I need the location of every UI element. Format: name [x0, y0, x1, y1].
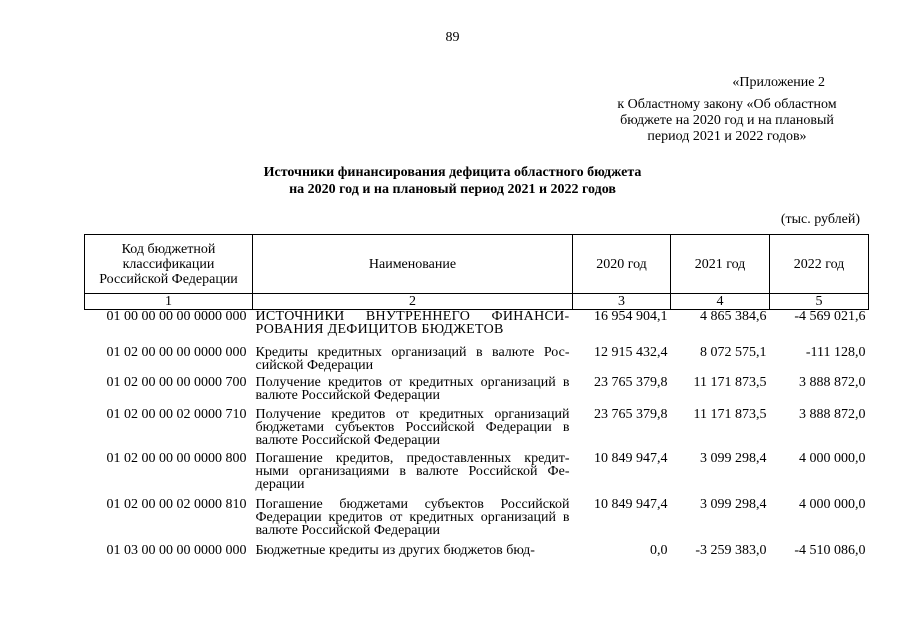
row-value-2021: -3 259 383,0	[695, 542, 767, 558]
row-code: 01 02 00 00 02 0000 810	[106, 496, 247, 512]
column-number: 1	[85, 294, 253, 310]
appendix-reference: к Областному закону «Об областном бюджете на 2020 год и на плановый период 2021 и 2022 годов»	[617, 97, 837, 144]
row-code: 01 02 00 00 00 0000 000	[106, 344, 247, 360]
row-value-2020: 10 849 947,4	[594, 496, 668, 512]
row-code: 01 00 00 00 00 0000 000	[106, 309, 247, 324]
header-name: Наименование	[253, 235, 573, 294]
title-line-2: на 2020 год и на плановый период 2021 и 2022 годов	[289, 182, 616, 197]
row-value-2020: 12 915 432,4	[594, 344, 668, 360]
row-value-2021: 4 865 384,6	[700, 309, 767, 324]
column-number-row	[85, 294, 869, 310]
row-code: 01 02 00 00 00 0000 700	[106, 374, 247, 390]
row-value-2020: 23 765 379,8	[594, 374, 668, 390]
row-value-2022: 3 888 872,0	[799, 374, 866, 390]
row-value-2022: -4 510 086,0	[794, 542, 866, 558]
row-value-2020: 23 765 379,8	[594, 406, 668, 422]
header-2020: 2020 год	[573, 235, 671, 294]
units-label: (тыс. рублей)	[780, 212, 860, 227]
row-name: Получение кредитов от кредитных организаций в валюте Российской Федерации	[255, 374, 570, 403]
row-code: 01 02 00 00 00 0000 800	[106, 450, 247, 466]
page-number: 89	[445, 30, 460, 45]
row-value-2021: 3 099 298,4	[700, 496, 767, 512]
table-row	[85, 376, 869, 408]
row-value-2022: -111 128,0	[805, 344, 866, 360]
row-value-2021: 3 099 298,4	[700, 450, 767, 466]
table-row	[85, 544, 869, 560]
table-row	[85, 346, 869, 376]
row-name: Кредиты кредитных организаций в валюте Рос-сийской Федерации	[255, 344, 570, 373]
row-name: ИСТОЧНИКИ ВНУТРЕННЕГО ФИНАНСИ-РОВАНИЯ ДЕФИЦИТОВ БЮДЖЕТОВ	[255, 309, 570, 337]
row-code: 01 02 00 00 02 0000 710	[106, 406, 247, 422]
header-2022: 2022 год	[770, 235, 869, 294]
table-header-row	[85, 235, 869, 294]
row-value-2022: 3 888 872,0	[799, 406, 866, 422]
table-row	[85, 408, 869, 452]
row-name: Погашение кредитов, предоставленных кредит-ными организациями в валюте Российской Фе-дерации	[255, 450, 570, 492]
column-number: 3	[573, 294, 671, 310]
row-value-2021: 11 171 873,5	[693, 374, 767, 390]
column-number: 4	[671, 294, 770, 310]
row-value-2022: 4 000 000,0	[799, 450, 866, 466]
table-row	[85, 498, 869, 544]
column-number: 2	[253, 294, 573, 310]
row-value-2022: 4 000 000,0	[799, 496, 866, 512]
header-code: Код бюджетной классификации Российской Федерации	[85, 235, 253, 294]
column-number: 5	[770, 294, 869, 310]
row-name: Бюджетные кредиты из других бюджетов бюд-	[255, 542, 535, 558]
title-line-1: Источники финансирования дефицита областного бюджета	[263, 165, 642, 180]
row-name: Получение кредитов от кредитных организаций бюджетами субъектов Российской Федерации в валюте Российской Федерации	[255, 406, 570, 448]
row-value-2021: 11 171 873,5	[693, 406, 767, 422]
row-value-2021: 8 072 575,1	[700, 344, 767, 360]
appendix-label: «Приложение 2	[732, 75, 825, 90]
header-2021: 2021 год	[671, 235, 770, 294]
row-value-2020: 0,0	[650, 542, 668, 558]
table-row	[85, 452, 869, 498]
table-row	[85, 310, 869, 346]
row-value-2020: 16 954 904,1	[594, 309, 668, 324]
row-code: 01 03 00 00 00 0000 000	[106, 542, 247, 558]
document-title	[0, 164, 905, 198]
row-value-2022: -4 569 021,6	[794, 309, 866, 324]
row-value-2020: 10 849 947,4	[594, 450, 668, 466]
financing-sources-table	[84, 234, 869, 560]
row-name: Погашение бюджетами субъектов Российской Федерации кредитов от кредитных организаций в валюте Российской Федерации	[255, 496, 570, 538]
